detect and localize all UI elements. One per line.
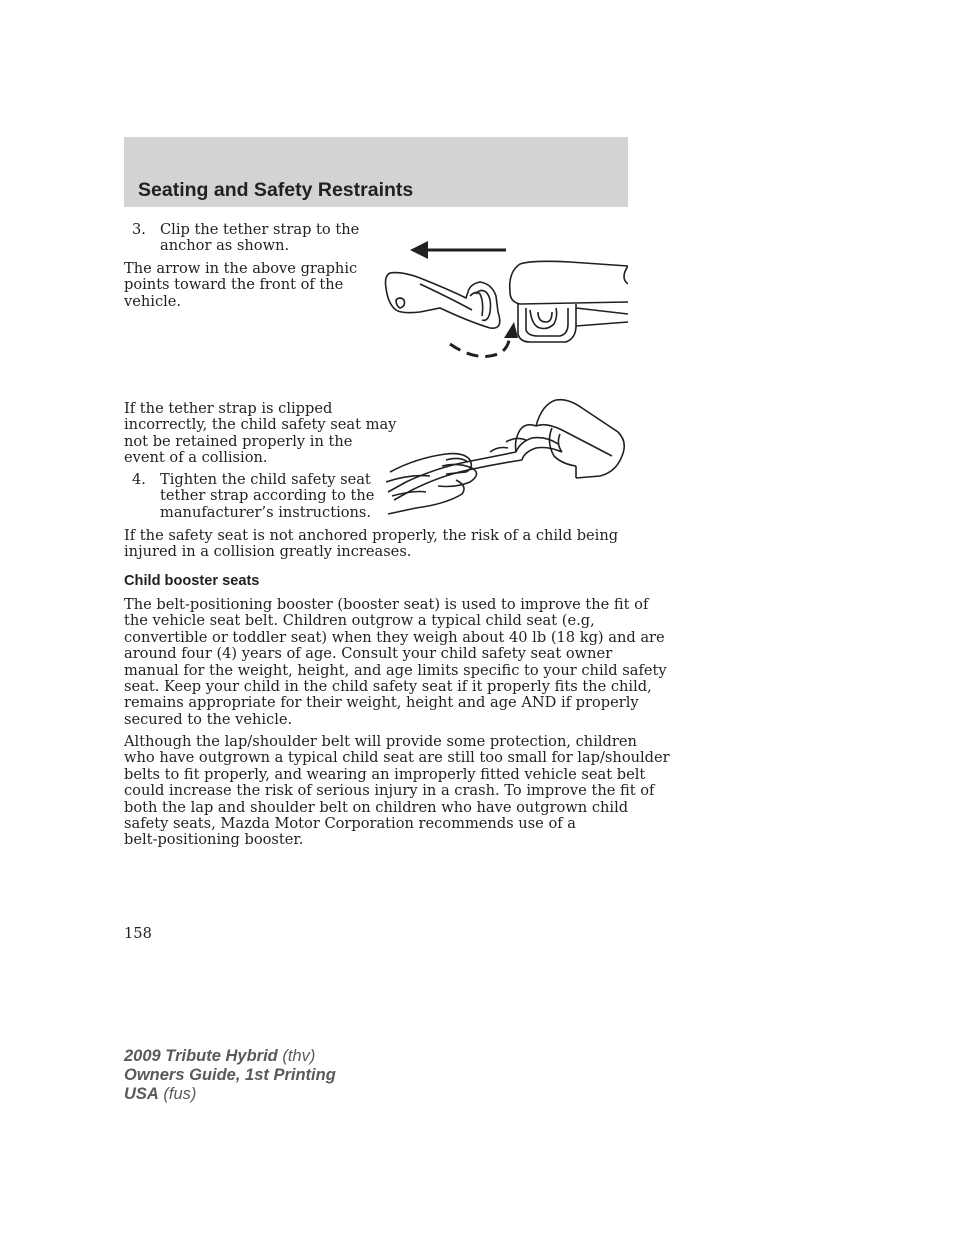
tether-tighten-illustration [386,396,628,526]
text-line: manual for the weight, height, and age limits specific to your child safety [124,661,667,679]
tether-strap [388,425,562,500]
page-number: 158 [124,925,152,942]
document-footer [124,1047,336,1104]
footer-edition: Owners Guide, 1st Printing [124,1066,336,1084]
step-number: 4. [132,471,146,488]
text-line: anchor as shown. [160,237,290,255]
booster-paragraph-2 [124,733,670,849]
text-line: manufacturer’s instructions. [160,503,372,521]
text-line: event of a collision. [124,449,268,467]
text-line: could increase the risk of serious injury in a crash. To improve the fit of [124,782,655,800]
text-line: If the tether strap is clipped [124,400,333,417]
text-line: belt-positioning booster. [124,831,304,849]
tether-anchor [510,261,628,342]
text-line: tether strap according to the [160,487,375,505]
step-number: 3. [132,221,146,238]
footer-line-3 [124,1085,336,1104]
text-line: seat. Keep your child in the child safety seat if it properly fits the child, [124,678,652,696]
tether-clip-illustration [380,238,628,366]
footer-line-2 [124,1066,336,1085]
text-line: who have outgrown a typical child seat are still too small for lap/shoulder [124,749,670,767]
footer-model: 2009 Tribute Hybrid [124,1047,278,1065]
risk-paragraph [124,528,628,561]
text-line: Although the lap/shoulder belt will provide some protection, children [124,733,637,750]
footer-model-code: (thv) [277,1047,316,1065]
text-line: injured in a collision greatly increases. [124,543,412,561]
motion-arrow [450,322,518,356]
text-line: The arrow in the above graphic [124,260,358,277]
text-line: the vehicle seat belt. Children outgrow a typical child seat (e.g, [124,612,595,630]
footer-market-code: (fus) [158,1085,197,1103]
text-line: If the safety seat is not anchored properly, the risk of a child being [124,527,619,544]
text-line: Tighten the child safety seat [160,471,371,488]
text-line: remains appropriate for their weight, height and age AND if properly [124,694,639,712]
text-line: The belt-positioning booster (booster seat) is used to improve the fit of [124,596,649,613]
front-direction-arrow [410,241,506,259]
section-title: Seating and Safety Restraints [138,179,414,201]
text-line: vehicle. [124,292,182,310]
text-line: convertible or toddler seat) when they weigh about 40 lb (18 kg) and are [124,628,665,646]
footer-line-1 [124,1047,336,1066]
text-line: not be retained properly in the [124,432,353,450]
tether-hook [386,273,500,329]
text-line: points toward the front of the [124,276,344,294]
arrow-note-paragraph [124,261,364,310]
booster-paragraph-1 [124,596,667,728]
section-header [124,137,628,207]
incorrect-clip-paragraph [124,400,397,467]
text-line: safety seats, Mazda Motor Corporation recommends use of a [124,815,576,833]
text-line: secured to the vehicle. [124,710,293,728]
footer-market: USA [124,1085,159,1103]
text-line: both the lap and shoulder belt on children who have outgrown child [124,798,629,816]
text-line: Clip the tether strap to the [160,221,360,238]
child-booster-seats-heading: Child booster seats [124,573,260,589]
text-line: belts to fit properly, and wearing an improperly fitted vehicle seat belt [124,765,646,783]
text-line: around four (4) years of age. Consult your child safety seat owner [124,645,613,663]
text-line: incorrectly, the child safety seat may [124,416,397,434]
